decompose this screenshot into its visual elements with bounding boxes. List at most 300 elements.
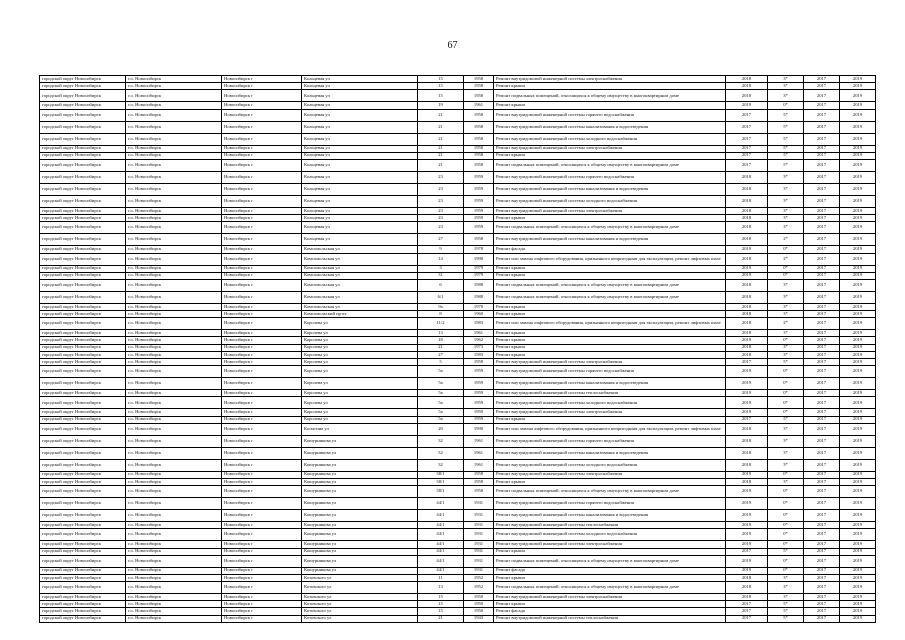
table-row — [40, 222, 876, 234]
cell-district: г.о. Новосибирск — [126, 601, 222, 608]
cell-rank: 0* — [768, 498, 804, 510]
cell-house-number: 38/1 — [418, 478, 464, 485]
cell-rank: 3* — [768, 76, 804, 83]
cell-work-type: Ремонт крыши — [494, 83, 726, 90]
table-row — [40, 567, 876, 574]
cell-city: Новосибирск г — [222, 615, 302, 622]
cell-work-type: Ремонт внутридомовой инженерной системы канализования и водоотведения — [494, 510, 726, 522]
cell-work-type: Ремонт фасада — [494, 608, 726, 615]
cell-street: Кольцевая ул — [302, 90, 418, 102]
cell-work-type: Ремонт или замена лифтового оборудования, признанного непригодным для эксплуатации, ремонт лифтовых шахт — [494, 423, 726, 435]
cell-period-end: 2019 — [840, 337, 876, 344]
cell-period-start: 2017 — [804, 303, 840, 310]
cell-plan-year: 2018 — [726, 423, 768, 435]
cell-city: Новосибирск г — [222, 253, 302, 265]
cell-period-start: 2017 — [804, 366, 840, 378]
cell-rank: 3* — [768, 344, 804, 351]
cell-build-year: 1958 — [464, 359, 494, 366]
cell-period-start: 2017 — [804, 416, 840, 423]
cell-period-start: 2017 — [804, 359, 840, 366]
cell-city: Новосибирск г — [222, 510, 302, 522]
cell-plan-year: 2017 — [726, 109, 768, 121]
table-row — [40, 498, 876, 510]
cell-street: Кошурникова ул — [302, 471, 418, 478]
cell-period-end: 2019 — [840, 279, 876, 291]
cell-plan-year: 2018 — [726, 351, 768, 358]
table-row — [40, 351, 876, 358]
cell-period-end: 2019 — [840, 265, 876, 272]
cell-period-end: 2019 — [840, 409, 876, 416]
cell-city: Новосибирск г — [222, 195, 302, 207]
cell-house-number: 27 — [418, 234, 464, 246]
table-row — [40, 215, 876, 222]
cell-period-start: 2017 — [804, 330, 840, 337]
cell-rank: 3* — [768, 311, 804, 318]
cell-period-start: 2017 — [804, 291, 840, 303]
page-number: 67 — [447, 40, 458, 51]
cell-period-end: 2019 — [840, 529, 876, 541]
table-row — [40, 195, 876, 207]
cell-city: Новосибирск г — [222, 409, 302, 416]
cell-plan-year: 2019 — [726, 541, 768, 548]
cell-work-type: Ремонт внутридомовой инженерной системы горячего водоснабжения — [494, 498, 726, 510]
cell-district: г.о. Новосибирск — [126, 390, 222, 397]
cell-municipality: городской округ Новосибирск — [40, 390, 126, 397]
cell-city: Новосибирск г — [222, 397, 302, 409]
cell-house-number: 11/2 — [418, 318, 464, 330]
cell-district: г.о. Новосибирск — [126, 351, 222, 358]
cell-period-start: 2017 — [804, 279, 840, 291]
cell-period-end: 2019 — [840, 574, 876, 581]
cell-plan-year: 2018 — [726, 291, 768, 303]
cell-work-type: Ремонт внутридомовой инженерной системы теплоснабжения — [494, 615, 726, 622]
cell-plan-year: 2018 — [726, 318, 768, 330]
cell-work-type: Ремонт крыши — [494, 272, 726, 279]
cell-municipality: городской округ Новосибирск — [40, 109, 126, 121]
cell-house-number: 32 — [418, 459, 464, 471]
cell-build-year: 1943 — [464, 615, 494, 622]
table-row — [40, 548, 876, 555]
cell-rank: 3* — [768, 594, 804, 601]
cell-city: Новосибирск г — [222, 234, 302, 246]
cell-plan-year: 2017 — [726, 548, 768, 555]
cell-house-number: 27 — [418, 351, 464, 358]
cell-rank: 0* — [768, 265, 804, 272]
cell-city: Новосибирск г — [222, 498, 302, 510]
cell-period-end: 2019 — [840, 145, 876, 152]
cell-period-start: 2017 — [804, 378, 840, 390]
cell-house-number: 23 — [418, 171, 464, 183]
cell-city: Новосибирск г — [222, 171, 302, 183]
cell-rank: 3* — [768, 435, 804, 447]
cell-work-type: Ремонт подвальных помещений, относящихся к общему имуществу в многоквартирном доме — [494, 486, 726, 498]
cell-plan-year: 2019 — [726, 555, 768, 567]
cell-municipality: городской округ Новосибирск — [40, 555, 126, 567]
cell-street: Кошурникова ул — [302, 567, 418, 574]
cell-build-year: 1931 — [464, 498, 494, 510]
cell-period-start: 2017 — [804, 215, 840, 222]
cell-plan-year: 2019 — [726, 366, 768, 378]
cell-work-type: Ремонт внутридомовой инженерной системы электроснабжения — [494, 76, 726, 83]
cell-build-year: 1950 — [464, 601, 494, 608]
cell-district: г.о. Новосибирск — [126, 447, 222, 459]
cell-street: Комсомольская ул — [302, 303, 418, 310]
cell-period-start: 2017 — [804, 409, 840, 416]
cell-build-year: 1959 — [464, 397, 494, 409]
cell-rank: 3* — [768, 330, 804, 337]
cell-plan-year: 2018 — [726, 330, 768, 337]
table-row — [40, 330, 876, 337]
cell-municipality: городской округ Новосибирск — [40, 234, 126, 246]
cell-period-start: 2017 — [804, 582, 840, 594]
cell-district: г.о. Новосибирск — [126, 478, 222, 485]
table-row — [40, 303, 876, 310]
cell-period-start: 2017 — [804, 594, 840, 601]
cell-house-number: 19 — [418, 102, 464, 109]
cell-house-number: 8 — [418, 311, 464, 318]
cell-period-end: 2019 — [840, 222, 876, 234]
cell-period-end: 2019 — [840, 548, 876, 555]
cell-municipality: городской округ Новосибирск — [40, 152, 126, 159]
cell-district: г.о. Новосибирск — [126, 265, 222, 272]
cell-work-type: Ремонт подвальных помещений, относящихся к общему имуществу в многоквартирном доме — [494, 279, 726, 291]
table-row — [40, 510, 876, 522]
cell-house-number: 44/1 — [418, 498, 464, 510]
cell-district: г.о. Новосибирск — [126, 152, 222, 159]
cell-build-year: 1950 — [464, 608, 494, 615]
cell-street: Кольцевая ул — [302, 159, 418, 171]
cell-city: Новосибирск г — [222, 272, 302, 279]
cell-city: Новосибирск г — [222, 555, 302, 567]
table-row — [40, 76, 876, 83]
cell-plan-year: 2017 — [726, 145, 768, 152]
cell-work-type: Ремонт фасада — [494, 246, 726, 253]
cell-street: Кошурникова ул — [302, 498, 418, 510]
cell-district: г.о. Новосибирск — [126, 330, 222, 337]
cell-municipality: городской округ Новосибирск — [40, 272, 126, 279]
cell-district: г.о. Новосибирск — [126, 183, 222, 195]
cell-street: Королева ул — [302, 337, 418, 344]
cell-plan-year: 2018 — [726, 582, 768, 594]
table-row — [40, 615, 876, 622]
cell-street: Кошурникова ул — [302, 459, 418, 471]
cell-house-number: 6/1 — [418, 291, 464, 303]
cell-house-number: 32 — [418, 435, 464, 447]
cell-street: Кольцевая ул — [302, 133, 418, 145]
cell-work-type: Ремонт внутридомовой инженерной системы электроснабжения — [494, 207, 726, 214]
cell-plan-year: 2019 — [726, 102, 768, 109]
cell-district: г.о. Новосибирск — [126, 222, 222, 234]
cell-build-year: 1990 — [464, 253, 494, 265]
cell-street: Кошурникова ул — [302, 541, 418, 548]
cell-period-start: 2017 — [804, 423, 840, 435]
cell-period-start: 2017 — [804, 541, 840, 548]
cell-period-end: 2019 — [840, 234, 876, 246]
cell-street: Королева ул — [302, 409, 418, 416]
cell-district: г.о. Новосибирск — [126, 246, 222, 253]
cell-city: Новосибирск г — [222, 121, 302, 133]
cell-street: Кольцевая ул — [302, 195, 418, 207]
cell-house-number: 20 — [418, 423, 464, 435]
cell-city: Новосибирск г — [222, 378, 302, 390]
cell-period-start: 2017 — [804, 510, 840, 522]
cell-build-year: 1931 — [464, 567, 494, 574]
cell-period-start: 2017 — [804, 478, 840, 485]
cell-district: г.о. Новосибирск — [126, 498, 222, 510]
table-row — [40, 152, 876, 159]
table-row — [40, 359, 876, 366]
table-row — [40, 366, 876, 378]
cell-city: Новосибирск г — [222, 265, 302, 272]
cell-municipality: городской округ Новосибирск — [40, 582, 126, 594]
cell-municipality: городской округ Новосибирск — [40, 397, 126, 409]
cell-plan-year: 2019 — [726, 522, 768, 529]
cell-plan-year: 2018 — [726, 171, 768, 183]
cell-work-type: Ремонт внутридомовой инженерной системы электроснабжения — [494, 541, 726, 548]
cell-build-year: 1962 — [464, 337, 494, 344]
cell-rank: 3* — [768, 291, 804, 303]
cell-work-type: Ремонт внутридомовой инженерной системы канализования и водоотведения — [494, 378, 726, 390]
cell-street: Комсомольская ул — [302, 279, 418, 291]
cell-house-number: 38/1 — [418, 486, 464, 498]
cell-city: Новосибирск г — [222, 337, 302, 344]
cell-city: Новосибирск г — [222, 351, 302, 358]
cell-municipality: городской округ Новосибирск — [40, 510, 126, 522]
cell-period-start: 2017 — [804, 195, 840, 207]
cell-period-end: 2019 — [840, 171, 876, 183]
cell-house-number: 44/1 — [418, 522, 464, 529]
cell-municipality: городской округ Новосибирск — [40, 145, 126, 152]
cell-municipality: городской округ Новосибирск — [40, 291, 126, 303]
cell-work-type: Ремонт крыши — [494, 311, 726, 318]
cell-period-end: 2019 — [840, 582, 876, 594]
cell-period-start: 2017 — [804, 207, 840, 214]
cell-district: г.о. Новосибирск — [126, 291, 222, 303]
cell-build-year: 1958 — [464, 76, 494, 83]
cell-plan-year: 2018 — [726, 234, 768, 246]
cell-period-start: 2017 — [804, 601, 840, 608]
table-row — [40, 423, 876, 435]
cell-period-end: 2019 — [840, 303, 876, 310]
table-row — [40, 337, 876, 344]
cell-street: Котовского ул — [302, 608, 418, 615]
cell-plan-year: 2019 — [726, 409, 768, 416]
cell-build-year: 1958 — [464, 83, 494, 90]
cell-plan-year: 2019 — [726, 471, 768, 478]
cell-period-end: 2019 — [840, 498, 876, 510]
cell-plan-year: 2019 — [726, 265, 768, 272]
cell-street: Кошурникова ул — [302, 522, 418, 529]
cell-plan-year: 2018 — [726, 459, 768, 471]
cell-city: Новосибирск г — [222, 447, 302, 459]
cell-rank: 3* — [768, 582, 804, 594]
cell-period-end: 2019 — [840, 447, 876, 459]
cell-rank: 5* — [768, 109, 804, 121]
cell-district: г.о. Новосибирск — [126, 555, 222, 567]
table-row — [40, 574, 876, 581]
cell-city: Новосибирск г — [222, 291, 302, 303]
cell-district: г.о. Новосибирск — [126, 272, 222, 279]
cell-street: Кольцевая ул — [302, 183, 418, 195]
cell-city: Новосибирск г — [222, 159, 302, 171]
cell-work-type: Ремонт внутридомовой инженерной системы горячего водоснабжения — [494, 109, 726, 121]
cell-work-type: Ремонт или замена лифтового оборудования, признанного непригодным для эксплуатации, ремонт лифтовых шахт — [494, 318, 726, 330]
cell-period-end: 2019 — [840, 435, 876, 447]
cell-house-number: 44/1 — [418, 555, 464, 567]
cell-district: г.о. Новосибирск — [126, 133, 222, 145]
cell-period-start: 2017 — [804, 246, 840, 253]
cell-municipality: городской округ Новосибирск — [40, 615, 126, 622]
cell-district: г.о. Новосибирск — [126, 171, 222, 183]
cell-district: г.о. Новосибирск — [126, 510, 222, 522]
cell-rank: 3* — [768, 478, 804, 485]
cell-rank: 0* — [768, 337, 804, 344]
cell-street: Королева ул — [302, 366, 418, 378]
cell-work-type: Ремонт внутридомовой инженерной системы электроснабжения — [494, 359, 726, 366]
cell-work-type: Ремонт подвальных помещений, относящихся к общему имуществу в многоквартирном доме — [494, 291, 726, 303]
cell-build-year: 1931 — [464, 555, 494, 567]
cell-house-number: 44/1 — [418, 541, 464, 548]
cell-build-year: 1958 — [464, 471, 494, 478]
cell-plan-year: 2018 — [726, 90, 768, 102]
cell-district: г.о. Новосибирск — [126, 279, 222, 291]
cell-work-type: Ремонт крыши — [494, 330, 726, 337]
cell-municipality: городской округ Новосибирск — [40, 207, 126, 214]
cell-work-type: Ремонт крыши — [494, 102, 726, 109]
cell-municipality: городской округ Новосибирск — [40, 344, 126, 351]
cell-build-year: 1979 — [464, 272, 494, 279]
cell-rank: 3* — [768, 303, 804, 310]
cell-district: г.о. Новосибирск — [126, 548, 222, 555]
cell-house-number: 21 — [418, 159, 464, 171]
cell-rank: 0* — [768, 486, 804, 498]
cell-build-year: 1958 — [464, 152, 494, 159]
cell-street: Кошурникова ул — [302, 555, 418, 567]
cell-rank: 5* — [768, 359, 804, 366]
cell-city: Новосибирск г — [222, 145, 302, 152]
cell-period-end: 2019 — [840, 133, 876, 145]
cell-plan-year: 2019 — [726, 390, 768, 397]
cell-house-number: 15 — [418, 594, 464, 601]
cell-period-end: 2019 — [840, 594, 876, 601]
cell-work-type: Ремонт внутридомовой инженерной системы теплоснабжения — [494, 522, 726, 529]
cell-build-year: 1961 — [464, 102, 494, 109]
cell-city: Новосибирск г — [222, 608, 302, 615]
cell-period-end: 2019 — [840, 378, 876, 390]
cell-rank: 5* — [768, 601, 804, 608]
cell-street: Котовского ул — [302, 582, 418, 594]
cell-street: Королева ул — [302, 390, 418, 397]
cell-district: г.о. Новосибирск — [126, 344, 222, 351]
cell-period-start: 2017 — [804, 253, 840, 265]
cell-street: Кольцевая ул — [302, 145, 418, 152]
cell-municipality: городской округ Новосибирск — [40, 574, 126, 581]
table-row — [40, 601, 876, 608]
table-row — [40, 121, 876, 133]
table-row — [40, 344, 876, 351]
cell-build-year: 1952 — [464, 582, 494, 594]
cell-municipality: городской округ Новосибирск — [40, 121, 126, 133]
cell-district: г.о. Новосибирск — [126, 159, 222, 171]
cell-district: г.о. Новосибирск — [126, 409, 222, 416]
cell-rank: 3* — [768, 423, 804, 435]
cell-municipality: городской округ Новосибирск — [40, 183, 126, 195]
cell-house-number: 21 — [418, 109, 464, 121]
cell-city: Новосибирск г — [222, 318, 302, 330]
cell-municipality: городской округ Новосибирск — [40, 366, 126, 378]
cell-city: Новосибирск г — [222, 594, 302, 601]
cell-rank: 3* — [768, 171, 804, 183]
cell-rank: 3* — [768, 195, 804, 207]
cell-house-number: 23 — [418, 207, 464, 214]
cell-rank: 5* — [768, 608, 804, 615]
table-row — [40, 582, 876, 594]
cell-rank: 0* — [768, 522, 804, 529]
cell-work-type: Ремонт крыши — [494, 478, 726, 485]
cell-build-year: 1958 — [464, 486, 494, 498]
cell-work-type: Ремонт или замена лифтового оборудования, признанного непригодным для эксплуатации, ремонт лифтовых шахт — [494, 253, 726, 265]
cell-street: Королева ул — [302, 378, 418, 390]
cell-house-number: 5а — [418, 409, 464, 416]
cell-period-start: 2017 — [804, 567, 840, 574]
cell-district: г.о. Новосибирск — [126, 594, 222, 601]
cell-house-number: 13 — [418, 582, 464, 594]
cell-period-end: 2019 — [840, 366, 876, 378]
cell-build-year: 1958 — [464, 159, 494, 171]
cell-plan-year: 2017 — [726, 416, 768, 423]
cell-district: г.о. Новосибирск — [126, 121, 222, 133]
cell-district: г.о. Новосибирск — [126, 608, 222, 615]
table-row — [40, 486, 876, 498]
cell-city: Новосибирск г — [222, 522, 302, 529]
cell-period-end: 2019 — [840, 486, 876, 498]
cell-district: г.о. Новосибирск — [126, 234, 222, 246]
cell-work-type: Ремонт фасада — [494, 567, 726, 574]
cell-house-number: 44/1 — [418, 567, 464, 574]
cell-city: Новосибирск г — [222, 303, 302, 310]
cell-street: Косыгина ул — [302, 423, 418, 435]
table-row — [40, 541, 876, 548]
cell-build-year: 1961 — [464, 459, 494, 471]
cell-district: г.о. Новосибирск — [126, 195, 222, 207]
cell-work-type: Ремонт крыши — [494, 416, 726, 423]
cell-city: Новосибирск г — [222, 246, 302, 253]
cell-period-end: 2019 — [840, 291, 876, 303]
cell-city: Новосибирск г — [222, 390, 302, 397]
table-row — [40, 608, 876, 615]
cell-period-end: 2019 — [840, 90, 876, 102]
cell-municipality: городской округ Новосибирск — [40, 459, 126, 471]
cell-work-type: Ремонт крыши — [494, 351, 726, 358]
cell-build-year: 1931 — [464, 510, 494, 522]
cell-plan-year: 2018 — [726, 344, 768, 351]
cell-build-year: 1959 — [464, 195, 494, 207]
cell-city: Новосибирск г — [222, 109, 302, 121]
cell-city: Новосибирск г — [222, 529, 302, 541]
table-row — [40, 102, 876, 109]
cell-municipality: городской округ Новосибирск — [40, 102, 126, 109]
cell-rank: 3* — [768, 459, 804, 471]
cell-work-type: Ремонт крыши — [494, 265, 726, 272]
cell-house-number: 31 — [418, 272, 464, 279]
cell-city: Новосибирск г — [222, 471, 302, 478]
cell-municipality: городской округ Новосибирск — [40, 378, 126, 390]
cell-municipality: городской округ Новосибирск — [40, 548, 126, 555]
cell-plan-year: 2017 — [726, 615, 768, 622]
cell-house-number: 21 — [418, 121, 464, 133]
cell-municipality: городской округ Новосибирск — [40, 608, 126, 615]
cell-work-type: Ремонт внутридомовой инженерной системы теплоснабжения — [494, 390, 726, 397]
